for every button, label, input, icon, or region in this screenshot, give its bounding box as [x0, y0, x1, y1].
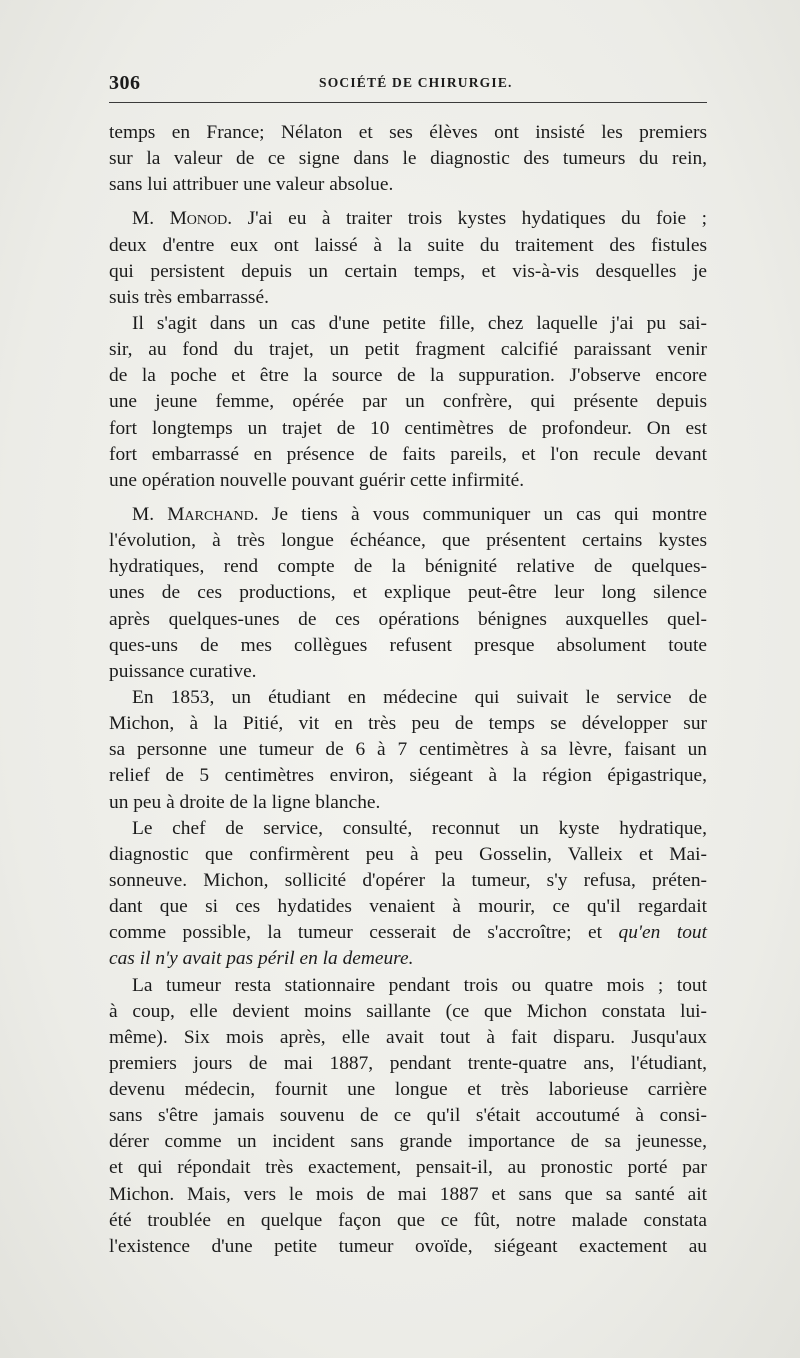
header-title: SOCIÉTÉ DE CHIRURGIE.	[319, 75, 513, 90]
text-line: hydratiques, rend compte de la bénignité relative de quelques-	[109, 556, 707, 578]
text-line: sans lui attribuer une valeur absolue.	[109, 174, 394, 196]
text-line: fort longtemps un trajet de 10 centimètres de profondeur. On est	[109, 417, 707, 439]
text-line: été troublée en quelque façon que ce fût, notre malade constata	[109, 1209, 707, 1231]
header-rule	[109, 102, 707, 103]
text-line: dérer comme un incident sans grande importance de sa jeunesse,	[109, 1131, 707, 1153]
text-run: comme possible, la tumeur cesserait de s'accroître; et	[109, 922, 619, 944]
text-line: Michon, à la Pitié, vit en très peu de temps se développer sur	[109, 713, 707, 735]
text-line: sonneuve. Michon, sollicité d'opérer la tumeur, s'y refusa, préten-	[109, 869, 707, 891]
text-line: suis très embarrassé.	[109, 286, 269, 308]
paragraph	[109, 816, 707, 973]
text-line: premiers jours de mai 1887, pendant trente-quatre ans, l'étudiant,	[109, 1052, 707, 1074]
text-line: diagnostic que confirmèrent peu à peu Gosselin, Valleix et Mai-	[109, 843, 707, 865]
text-line: Il s'agit dans un cas d'une petite fille, chez laquelle j'ai pu sai-	[132, 312, 707, 334]
text-line: un peu à droite de la ligne blanche.	[109, 791, 381, 813]
text-line: Le chef de service, consulté, reconnut un kyste hydratique,	[132, 817, 707, 839]
text-line: sans s'être jamais souvenu de ce qu'il s'était accoutumé à consi-	[109, 1105, 707, 1127]
paragraph	[109, 973, 707, 1261]
text-line: même). Six mois après, elle avait tout à fait disparu. Jusqu'aux	[109, 1026, 707, 1048]
text-line: l'évolution, à très longue échéance, que présentent certains kystes	[109, 530, 707, 552]
text-line: qui persistent depuis un certain temps, et vis-à-vis desquelles je	[109, 260, 707, 282]
text-line: cas il n'y avait pas péril en la demeure.	[109, 948, 414, 970]
paragraph	[109, 120, 707, 198]
text-line	[109, 206, 707, 232]
italic-run: qu'en tout	[618, 922, 707, 944]
text-line: sir, au fond du trajet, un petit fragment calcifié paraissant venir	[109, 339, 707, 361]
body-text	[109, 120, 707, 1260]
speaker-name: M. Marchand.	[132, 503, 259, 525]
text-line: puissance curative.	[109, 660, 257, 682]
text-line: à coup, elle devient moins saillante (ce que Michon constata lui-	[109, 1000, 707, 1022]
text-line: l'existence d'une petite tumeur ovoïde, siégeant exactement au	[109, 1235, 707, 1257]
speaker-name: M. Monod.	[132, 208, 233, 230]
text-line: une opération nouvelle pouvant guérir cette infirmité.	[109, 469, 525, 491]
text-line: relief de 5 centimètres environ, siégeant à la région épigastrique,	[109, 765, 707, 787]
paragraph	[109, 311, 707, 494]
paragraph	[109, 685, 707, 816]
text-run: Je tiens à vous communiquer un cas qui montre	[258, 503, 707, 525]
text-line: dant que si ces hydatides venaient à mourir, ce qu'il regardait	[109, 896, 707, 918]
text-line: En 1853, un étudiant en médecine qui suivait le service de	[132, 686, 707, 708]
text-line: sa personne une tumeur de 6 à 7 centimètres à sa lèvre, faisant un	[109, 739, 707, 761]
text-line: fort embarrassé en présence de faits pareils, et l'on recule devant	[109, 443, 707, 465]
text-line: Michon. Mais, vers le mois de mai 1887 et sans que sa santé ait	[109, 1183, 707, 1205]
text-line: de la poche et être la source de la suppuration. J'observe encore	[109, 365, 707, 387]
text-line: devenu médecin, fournit une longue et très laborieuse carrière	[109, 1079, 707, 1101]
text-line	[109, 502, 707, 528]
paragraph	[109, 206, 707, 311]
page-number: 306	[109, 72, 141, 94]
text-line	[109, 920, 707, 946]
text-line: temps en France; Nélaton et ses élèves ont insisté les premiers	[109, 122, 707, 143]
text-line: sur la valeur de ce signe dans le diagnostic des tumeurs du rein,	[109, 148, 707, 170]
text-line: ques-uns de mes collègues refusent presque absolument toute	[109, 634, 707, 656]
text-line: après quelques-unes de ces opérations bénignes auxquelles quel-	[109, 608, 707, 630]
running-header	[109, 72, 707, 96]
text-line: La tumeur resta stationnaire pendant trois ou quatre mois ; tout	[132, 974, 707, 996]
text-line: deux d'entre eux ont laissé à la suite du traitement des fistules	[109, 234, 707, 256]
paragraph	[109, 502, 707, 685]
text-line: et qui répondait très exactement, pensait-il, au pronostic porté par	[109, 1157, 707, 1179]
text-line: unes de ces productions, et explique peut-être leur long silence	[109, 582, 707, 604]
text-line: une jeune femme, opérée par un confrère, qui présente depuis	[109, 391, 707, 413]
text-run: J'ai eu à traiter trois kystes hydatiques du foie ;	[232, 208, 708, 230]
